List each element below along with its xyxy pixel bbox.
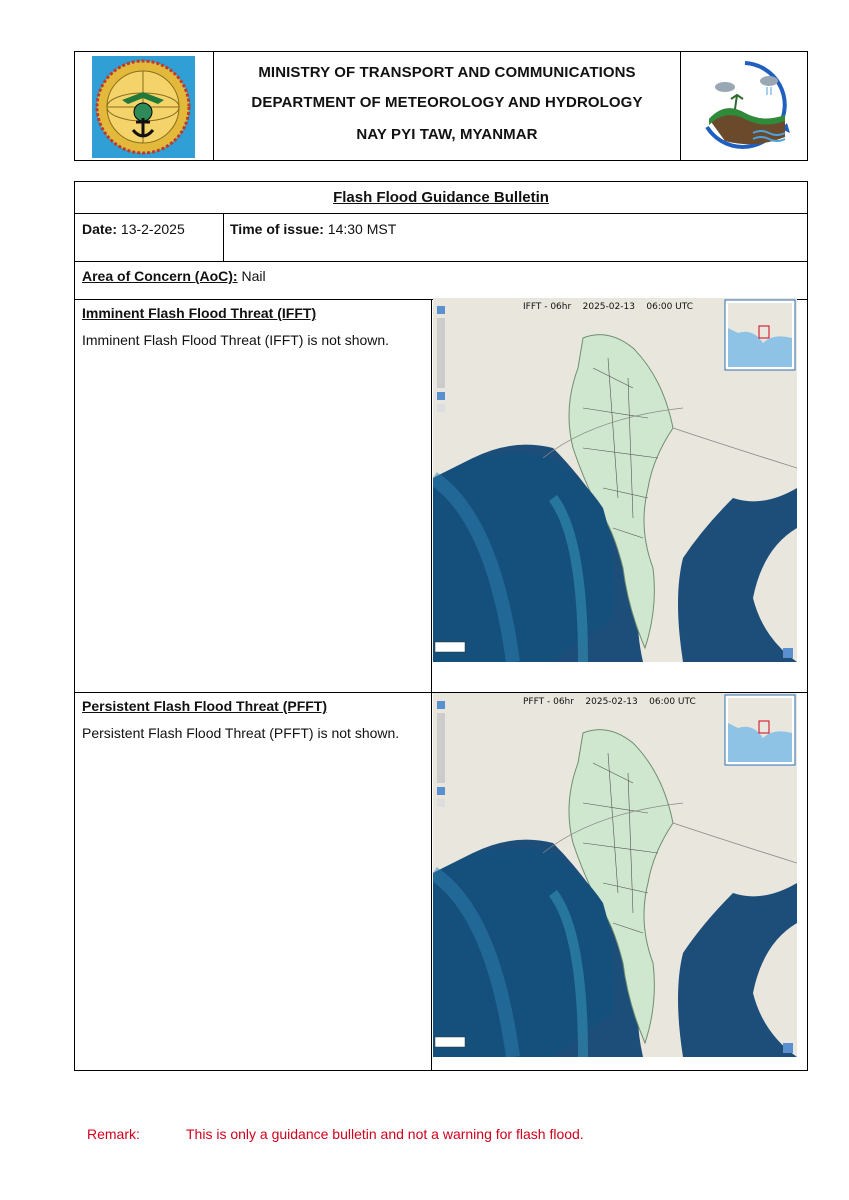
letterhead — [74, 51, 808, 161]
issue-time — [230, 221, 396, 237]
left-logo-cell — [75, 52, 214, 160]
location-name: NAY PYI TAW, MYANMAR — [356, 126, 538, 143]
ministry-name-block — [214, 52, 680, 160]
time-label: Time of issue: — [230, 221, 324, 237]
pfft-map-graphic — [433, 693, 797, 1057]
bulletin-title: Flash Flood Guidance Bulletin — [333, 189, 549, 206]
remark-label: Remark: — [87, 1126, 140, 1142]
pfft-text: Persistent Flash Flood Threat (PFFT) is not shown. — [82, 725, 400, 741]
remark-text: This is only a guidance bulletin and not a warning for flash flood. — [186, 1126, 584, 1142]
pfft-map[interactable] — [433, 693, 797, 1057]
right-logo-cell — [680, 52, 807, 160]
ifft-map-graphic — [433, 298, 797, 662]
ifft-text: Imminent Flash Flood Threat (IFFT) is not shown. — [82, 332, 390, 348]
department-name: DEPARTMENT OF METEOROLOGY AND HYDROLOGY — [251, 94, 643, 111]
ifft-map[interactable] — [433, 298, 797, 662]
pfft-heading: Persistent Flash Flood Threat (PFFT) — [82, 698, 328, 714]
date-label: Date: — [82, 221, 118, 237]
aoc-label: Area of Concern (AoC): — [82, 268, 238, 284]
time-value: 14:30 MST — [327, 221, 397, 237]
date-value: 13-2-2025 — [120, 221, 185, 237]
pfft-map-caption: PFFT - 06hr 2025-02-13 06:00 UTC — [523, 697, 696, 707]
ministry-name: MINISTRY OF TRANSPORT AND COMMUNICATIONS — [258, 64, 636, 81]
area-of-concern — [82, 268, 266, 284]
issue-date — [82, 221, 185, 237]
hydrology-cycle-icon — [695, 57, 795, 155]
ifft-map-caption: IFFT - 06hr 2025-02-13 06:00 UTC — [523, 302, 694, 312]
ministry-emblem-icon — [92, 56, 195, 158]
aoc-value: Nail — [241, 268, 266, 284]
ifft-heading: Imminent Flash Flood Threat (IFFT) — [82, 305, 317, 321]
